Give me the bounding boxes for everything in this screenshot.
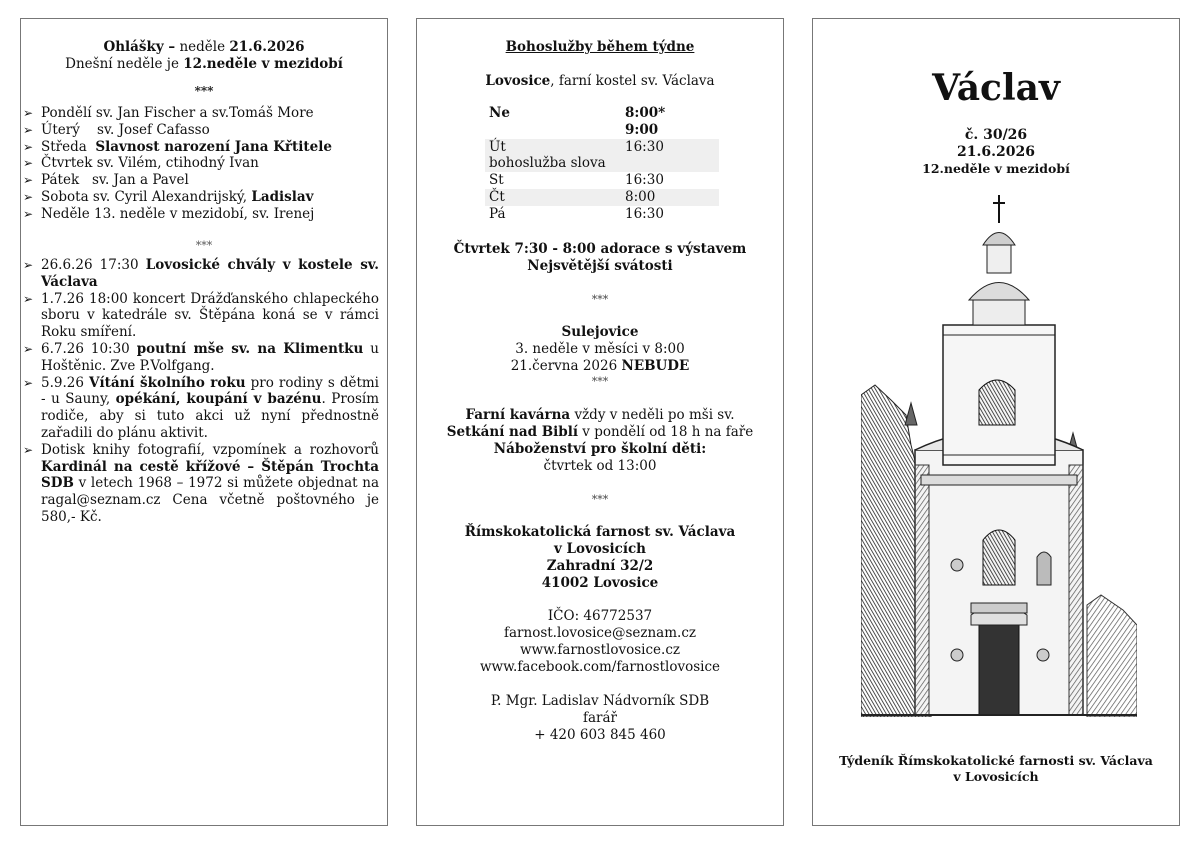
event-text: Lovosické chvály v kostele sv. Václava bbox=[41, 257, 379, 290]
sulejovice-line-2: 21.června 2026 bbox=[510, 358, 622, 374]
email-link[interactable]: farnost.lovosice@seznam.cz bbox=[504, 625, 696, 641]
newsletter-footer bbox=[813, 753, 1179, 785]
week-item-pre: Středa bbox=[41, 138, 96, 155]
parish-address bbox=[417, 524, 783, 592]
footer-line-2: v Lovosicích bbox=[953, 769, 1039, 784]
schedule-day: St bbox=[489, 172, 504, 189]
week-item-pre: Neděle 13. neděle v mezidobí, sv. Irenej bbox=[41, 205, 315, 222]
week-item-pre: Úterý sv. Josef Cafasso bbox=[41, 121, 210, 138]
announcements-panel bbox=[20, 18, 388, 826]
separator-stars: *** bbox=[194, 84, 214, 98]
address-line: Zahradní 32/2 bbox=[546, 558, 654, 574]
address-line: 41002 Lovosice bbox=[541, 575, 659, 591]
week-item bbox=[23, 105, 379, 122]
footer-line-1: Týdeník Římskokatolické farnosti sv. Václava bbox=[839, 753, 1153, 768]
event-text: v letech 1968 – 1972 si můžete objednat na ragal@seznam.cz Cena včetně poštovného je 580,- Kč. bbox=[41, 475, 379, 525]
event-text: u Hoštěnic. Zve P.Volfgang. bbox=[41, 340, 379, 374]
bible-label: Setkání nad Biblí bbox=[446, 424, 578, 440]
sulejovice-line-1: 3. neděle v měsíci v 8:00 bbox=[515, 341, 685, 357]
week-item bbox=[23, 139, 379, 156]
adoration-line-1: Čtvrtek 7:30 - 8:00 adorace s výstavem bbox=[453, 241, 747, 257]
adoration-note bbox=[417, 241, 783, 275]
header-title: Ohlášky – bbox=[103, 39, 176, 55]
event-text: 26.6.26 17:30 bbox=[41, 257, 146, 273]
schedule-day: Út bohoslužba slova bbox=[485, 139, 621, 173]
issue-number: č. 30/26 bbox=[964, 127, 1028, 143]
sulejovice-cancelled: NEBUDE bbox=[621, 358, 690, 374]
week-saints-list bbox=[23, 105, 379, 223]
event-text: 1.7.26 18:00 koncert Drážďanského chlapeckého sboru v katedrále sv. Štěpána koná se v rámci Roku smíření. bbox=[41, 290, 379, 341]
event-text: Dotisk knihy fotografií, vzpomínek a rozhovorů bbox=[41, 441, 379, 458]
separator-stars: *** bbox=[591, 293, 609, 306]
schedule-time: 16:30 bbox=[621, 139, 719, 173]
events-list bbox=[23, 257, 379, 526]
sulejovice-title: Sulejovice bbox=[561, 324, 639, 340]
services-heading: Bohoslužby během týdne bbox=[505, 39, 695, 55]
event-item bbox=[23, 375, 379, 442]
event-item bbox=[23, 291, 379, 341]
schedule-time: 16:30 bbox=[625, 205, 664, 222]
location-line bbox=[417, 73, 783, 90]
event-text: 5.9.26 bbox=[41, 374, 89, 391]
issue-sunday: 12.neděle v mezidobí bbox=[922, 161, 1070, 176]
schedule-row bbox=[485, 105, 719, 139]
cafe-label: Farní kavárna bbox=[465, 407, 571, 423]
event-text: Vítání školního roku bbox=[89, 374, 246, 391]
week-item bbox=[23, 206, 379, 223]
event-item bbox=[23, 442, 379, 526]
schedule-time: 16:30 bbox=[625, 172, 664, 189]
ico-number: IČO: 46772537 bbox=[547, 608, 653, 624]
header-date: 21.6.2026 bbox=[229, 39, 305, 55]
parish-contacts bbox=[417, 608, 783, 676]
newsletter-title: Václav bbox=[932, 67, 1060, 109]
event-text: opékání, koupání v bazénu bbox=[115, 391, 322, 408]
priest-phone: + 420 603 845 460 bbox=[534, 727, 666, 743]
week-item-pre: Sobota sv. Cyril Alexandrijský, bbox=[41, 188, 252, 205]
event-item bbox=[23, 257, 379, 291]
event-item bbox=[23, 341, 379, 375]
schedule-time: 8:00* 9:00 bbox=[625, 105, 666, 138]
mass-schedule-table bbox=[485, 105, 719, 223]
issue-date: 21.6.2026 bbox=[957, 144, 1035, 160]
schedule-row bbox=[485, 139, 719, 173]
issue-info bbox=[813, 127, 1179, 177]
schedule-row bbox=[485, 206, 719, 223]
announcements-header bbox=[21, 39, 387, 99]
week-item-pre: Čtvrtek sv. Vilém, ctihodný Ivan bbox=[41, 155, 259, 172]
church-sketch-image bbox=[861, 185, 1137, 717]
adoration-line-2: Nejsvětější svátosti bbox=[527, 258, 673, 274]
religion-label: Náboženství pro školní děti: bbox=[493, 441, 707, 457]
sulejovice-section bbox=[417, 324, 783, 388]
schedule-day: Čt bbox=[485, 189, 621, 206]
website-link[interactable]: www.farnostlovosice.cz bbox=[520, 642, 680, 658]
week-item bbox=[23, 172, 379, 189]
address-line: Římskokatolická farnost sv. Václava bbox=[464, 524, 736, 540]
schedule-row bbox=[485, 189, 719, 206]
separator-stars: *** bbox=[195, 239, 213, 252]
parish-activities bbox=[417, 407, 783, 475]
header-sub-text: Dnešní neděle je bbox=[65, 56, 184, 72]
week-item-pre: Pondělí sv. Jan Fischer a sv.Tomáš More bbox=[41, 105, 314, 121]
schedule-day: Pá bbox=[489, 205, 506, 222]
schedule-day: Ne bbox=[489, 105, 510, 121]
week-item bbox=[23, 155, 379, 172]
schedule-time: 8:00 bbox=[621, 189, 719, 206]
schedule-row bbox=[485, 172, 719, 189]
week-item-pre: Pátek sv. Jan a Pavel bbox=[41, 172, 189, 189]
header-sub-sunday: 12.neděle v mezidobí bbox=[183, 56, 343, 72]
week-item-bold: Slavnost narození Jana Křtitele bbox=[95, 138, 332, 155]
priest-name: P. Mgr. Ladislav Nádvorník SDB bbox=[490, 693, 710, 709]
location-church: , farní kostel sv. Václava bbox=[550, 73, 715, 89]
event-text: poutní mše sv. na Klimentku bbox=[136, 340, 364, 357]
event-text: pro rodiny s dětmi - u Sauny, bbox=[41, 374, 379, 408]
location-town: Lovosice bbox=[485, 73, 551, 89]
event-text: Kardinál na cestě křížové – Štěpán Trochta SDB bbox=[41, 458, 379, 492]
facebook-link[interactable]: www.facebook.com/farnostlovosice bbox=[479, 659, 721, 675]
cafe-text: vždy v neděli po mši sv. bbox=[570, 407, 735, 423]
week-item bbox=[23, 122, 379, 139]
cover-panel bbox=[812, 18, 1180, 826]
address-line: v Lovosicích bbox=[553, 541, 646, 557]
services-panel bbox=[416, 18, 784, 826]
separator-stars: *** bbox=[591, 493, 609, 506]
event-text: . Prosím rodiče, aby si tuto akci už nyní přednostně zařadili do plánu aktivit. bbox=[41, 391, 379, 441]
week-item bbox=[23, 189, 379, 206]
event-text: 6.7.26 10:30 bbox=[41, 340, 137, 357]
priest-info bbox=[417, 693, 783, 744]
header-sunday-word: neděle bbox=[175, 39, 230, 55]
week-item-bold: Ladislav bbox=[251, 188, 314, 205]
separator-stars: *** bbox=[591, 375, 609, 388]
priest-role: farář bbox=[582, 710, 617, 726]
bible-text: v pondělí od 18 h na faře bbox=[577, 424, 754, 440]
religion-text: čtvrtek od 13:00 bbox=[543, 458, 657, 474]
